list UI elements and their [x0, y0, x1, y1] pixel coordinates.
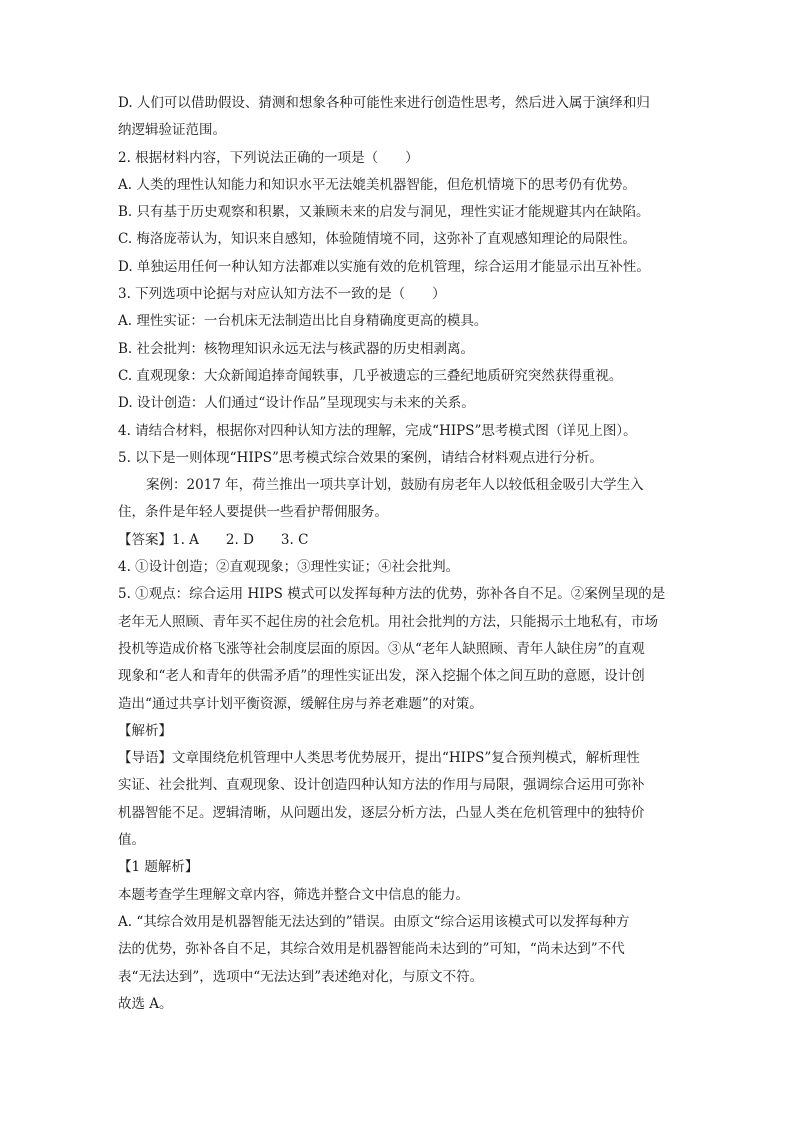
text-line: 故选 A。	[118, 995, 173, 1012]
text-line: 表“无法达到”，选项中“无法达到”表述绝对化，与原文不符。	[118, 968, 484, 985]
q2-option-c: C. 梅洛庞蒂认为，知识来自感知，体验随情境不同，这弥补了直观感知理论的局限性。	[118, 231, 636, 248]
answer-4: 4. ①设计创造；②直观现象；③理性实证；④社会批判。	[118, 559, 460, 576]
text-line: D. 人们可以借助假设、猜测和想象各种可能性来进行创造性思考，然后进入属于演绎和归	[118, 95, 650, 111]
q2-option-d: D. 单独运用任何一种认知方法都难以实施有效的危机管理，综合运用才能显示出互补性。	[118, 258, 650, 275]
q3-option-b: B. 社会批判：核物理知识永远无法与核武器的历史相剥离。	[118, 340, 475, 357]
q3-option-c: C. 直观现象：大众新闻追捧奇闻轶事，几乎被遗忘的三叠纪地质研究突然获得重视。	[118, 367, 623, 384]
text-line: 值。	[118, 832, 145, 849]
text-line: 现象和“老人和青年的供需矛盾”的理性实证出发，深入挖掘个体之间互助的意愿，设计创	[118, 668, 645, 685]
analysis-heading: 【解析】	[118, 722, 172, 739]
question-4-stem: 4. 请结合材料，根据你对四种认知方法的理解，完成“HIPS”思考模式图（详见上图）。	[118, 422, 637, 439]
text-line: 本题考查学生理解文章内容，筛选并整合文中信息的能力。	[118, 886, 469, 903]
text-line: 老年无人照顾、青年买不起住房的社会危机。用社会批判的方法，只能揭示土地私有，市场	[118, 613, 658, 630]
q2-option-b: B. 只有基于历史观察和积累，又兼顾未来的启发与洞见，理性实证才能规避其内在缺陷。	[118, 204, 650, 221]
q1-analysis-heading: 【1 题解析】	[118, 859, 199, 876]
question-5-stem: 5. 以下是一则体现“HIPS”思考模式综合效果的案例，请结合材料观点进行分析。	[118, 449, 603, 466]
answer-heading: 【答案】1. A 2. D 3. C	[118, 531, 309, 548]
text-line: 机器智能不足。逻辑清晰，从问题出发，逐层分析方法，凸显人类在危机管理中的独特价	[118, 804, 645, 821]
text-line: 投机等造成价格飞涨等社会制度层面的原因。③从“老年人缺照顾、青年人缺住房”的直观	[118, 640, 645, 657]
text-line: 住，条件是年轻人要提供一些看护帮佣服务。	[118, 504, 388, 521]
question-3-stem: 3. 下列选项中论据与对应认知方法不一致的是（ ）	[118, 286, 446, 303]
q2-option-a: A. 人类的理性认知能力和知识水平无法媲美机器智能，但危机情境下的思考仍有优势。	[118, 176, 636, 193]
guide-paragraph: 【导语】文章围绕危机管理中人类思考优势展开，提出“HIPS”复合预判模式，解析理性	[118, 750, 640, 767]
question-2-stem: 2. 根据材料内容，下列说法正确的一项是（ ）	[118, 149, 419, 166]
q3-option-a: A. 理性实证：一台机床无法制造出比自身精确度更高的模具。	[118, 313, 488, 330]
text-line: 法的优势，弥补各自不足，其综合效用是机器智能尚未达到的”可知，“尚未达到”不代	[118, 941, 625, 958]
text-line: 造出“通过共享计划平衡资源，缓解住房与养老难题”的对策。	[118, 695, 483, 712]
document-page	[118, 90, 678, 1018]
case-paragraph: 案例：2017 年，荷兰推出一项共享计划，鼓励有房老年人以较低租金吸引大学生入	[146, 477, 644, 494]
text-line: A. “其综合效用是机器智能无法达到的”错误。由原文“综合运用该模式可以发挥每种方	[118, 913, 630, 930]
answer-5: 5. ①观点：综合运用 HIPS 模式可以发挥每种方法的优势，弥补各自不足。②案例呈现的是	[118, 586, 666, 603]
text-line: 纳逻辑验证范围。	[118, 122, 226, 139]
q3-option-d: D. 设计创造：人们通过“设计作品”呈现现实与未来的关系。	[118, 395, 475, 412]
text-line: 实证、社会批判、直观现象、设计创造四种认知方法的作用与局限，强调综合运用可弥补	[118, 777, 645, 794]
